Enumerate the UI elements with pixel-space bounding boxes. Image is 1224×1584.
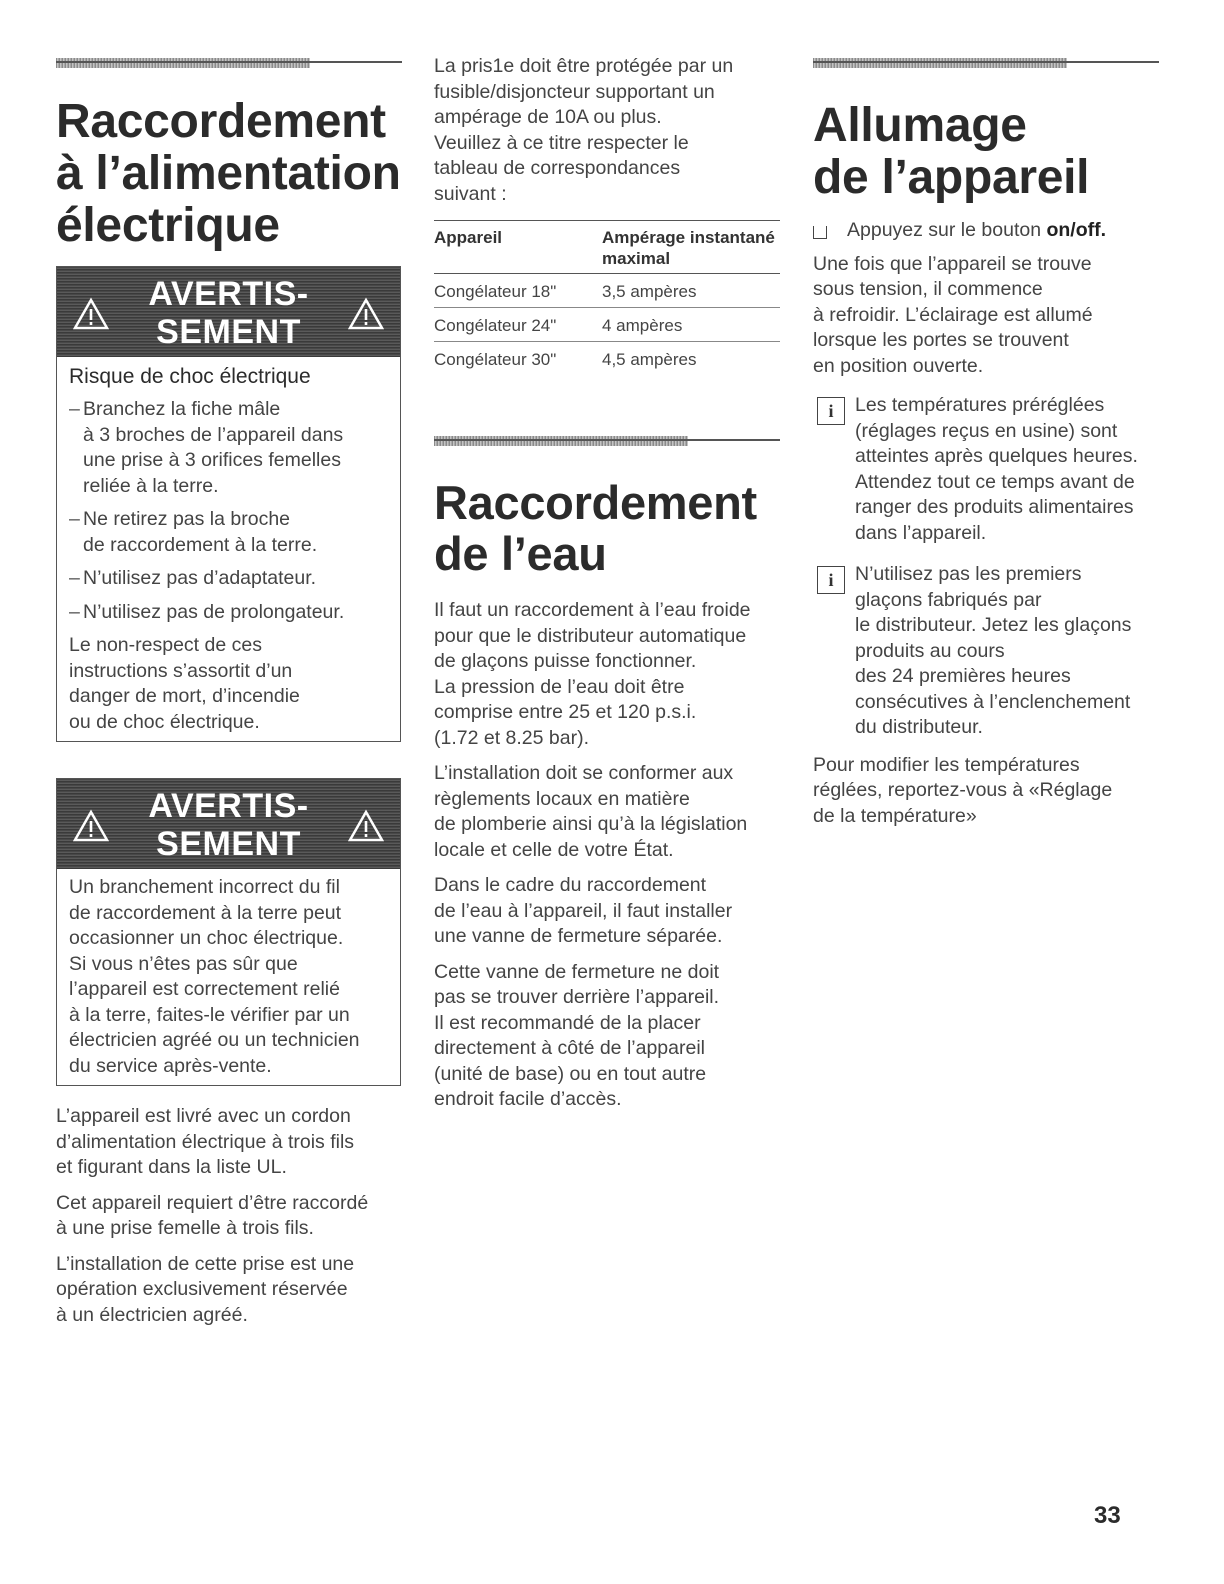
warning-list-item: – Branchez la fiche mâle à 3 broches de l’appareil dans une prise à 3 orifices femelles reliée à la terre. (69, 398, 344, 497)
section-title-power-on: Allumage de l’appareil (813, 99, 1090, 204)
warning-list-item: – Ne retirez pas la broche de raccordement à la terre. (69, 508, 318, 556)
warning-list-item: – N’utilisez pas de prolongateur. (69, 600, 345, 623)
power-on-content (813, 218, 1159, 839)
section-title-electrical: Raccordement à l’alimentation électrique (56, 95, 401, 252)
warning-list-item: – N’utilisez pas d’adaptateur. (69, 567, 317, 589)
warning-title: AVERTIS- SEMENT (148, 275, 309, 351)
section-title-water: Raccordement de l’eau (434, 476, 757, 580)
paragraph: Cette vanne de fermeture ne doit pas se trouver derrière l’appareil. Il est recommandé de la placer directement à côté de l’appareil (unité de base) ou en tout autre endroit facile d’accès. (434, 960, 720, 1110)
warning-triangle-icon (348, 297, 384, 331)
paragraph: L’installation de cette prise est une opération exclusivement réservée à un électricien agréé. (56, 1252, 355, 1326)
amperage-table (434, 220, 780, 375)
table-row: Congélateur 18" 3,5 ampères (434, 274, 780, 308)
warning-footer: Le non-respect de ces instructions s’assortit d’un danger de mort, d’incendie ou de choc électrique. (69, 634, 300, 733)
paragraph: Dans le cadre du raccordement de l’eau à l’appareil, il faut installer une vanne de fermeture séparée. (434, 874, 733, 947)
warning-subtitle: Risque de choc électrique (69, 365, 311, 388)
warning-triangle-icon (348, 809, 384, 843)
info-icon: i (817, 397, 845, 425)
warning-box-grounding (56, 778, 401, 1086)
paragraph: L’installation doit se conformer aux règlements locaux en matière de plomberie ainsi qu’à la législation locale et celle de votre État. (434, 762, 748, 861)
warning-title: AVERTIS- SEMENT (148, 787, 309, 863)
page-number: 33 (1094, 1502, 1121, 1529)
section-rule (56, 58, 402, 72)
warning-text: Un branchement incorrect du fil de raccordement à la terre peut occasionner un choc électrique. Si vous n’êtes pas sûr que l’appareil est correctement relié à la terre, faites-le vérifier par un électricien agréé ou un technicien du service après-vente. (69, 876, 360, 1077)
section-rule (434, 436, 780, 450)
paragraph: Il faut un raccordement à l’eau froide pour que le distributeur automatique de glaçons puisse fonctionner. La pression de l’eau doit être comprise entre 25 et 120 p.s.i. (1.72 et 8.25 bar). (434, 599, 751, 749)
table-header: Appareil (434, 221, 602, 274)
info-note: i Les températures préréglées (réglages reçus en usine) sont atteintes après quelques heures. Attendez tout ce temps avant de ranger des produits alimentaires dans l’appareil. (813, 393, 1159, 546)
checkbox-icon (813, 226, 827, 239)
table-header: Ampérage instantané maximal (602, 221, 780, 274)
table-row: Congélateur 24" 4 ampères (434, 308, 780, 342)
paragraph: L’appareil est livré avec un cordon d’alimentation électrique à trois fils et figurant dans la liste UL. (56, 1105, 355, 1178)
section-rule (813, 58, 1159, 72)
body-paragraphs (56, 1104, 402, 1338)
table-row: Congélateur 30" 4,5 ampères (434, 350, 697, 369)
warning-header (57, 267, 400, 357)
water-paragraphs (434, 598, 780, 1123)
info-note: i N’utilisez pas les premiers glaçons fabriqués par le distributeur. Jetez les glaçons produits au cours des 24 premières heures consécutives à l’enclenchement du distributeur. (813, 562, 1159, 741)
paragraph: Cet appareil requiert d’être raccordé à une prise femelle à trois fils. (56, 1191, 369, 1239)
warning-box-electric (56, 266, 401, 742)
info-icon: i (817, 566, 845, 594)
column-left (56, 0, 402, 1326)
paragraph: Une fois que l’appareil se trouve sous tension, il commence à refroidir. L’éclairage est allumé lorsque les portes se trouvent en position ouverte. (813, 252, 1093, 377)
paragraph: Pour modifier les températures réglées, reportez-vous à «Réglage de la température» (813, 753, 1113, 827)
instruction-step: Appuyez sur le bouton on/off. (813, 218, 1159, 244)
fuse-intro: La pris1e doit être protégée par un fusible/disjoncteur supportant un ampérage de 10A ou plus. Veuillez à ce titre respecter le tableau de correspondances suivant : (434, 55, 734, 205)
warning-header (57, 779, 400, 869)
